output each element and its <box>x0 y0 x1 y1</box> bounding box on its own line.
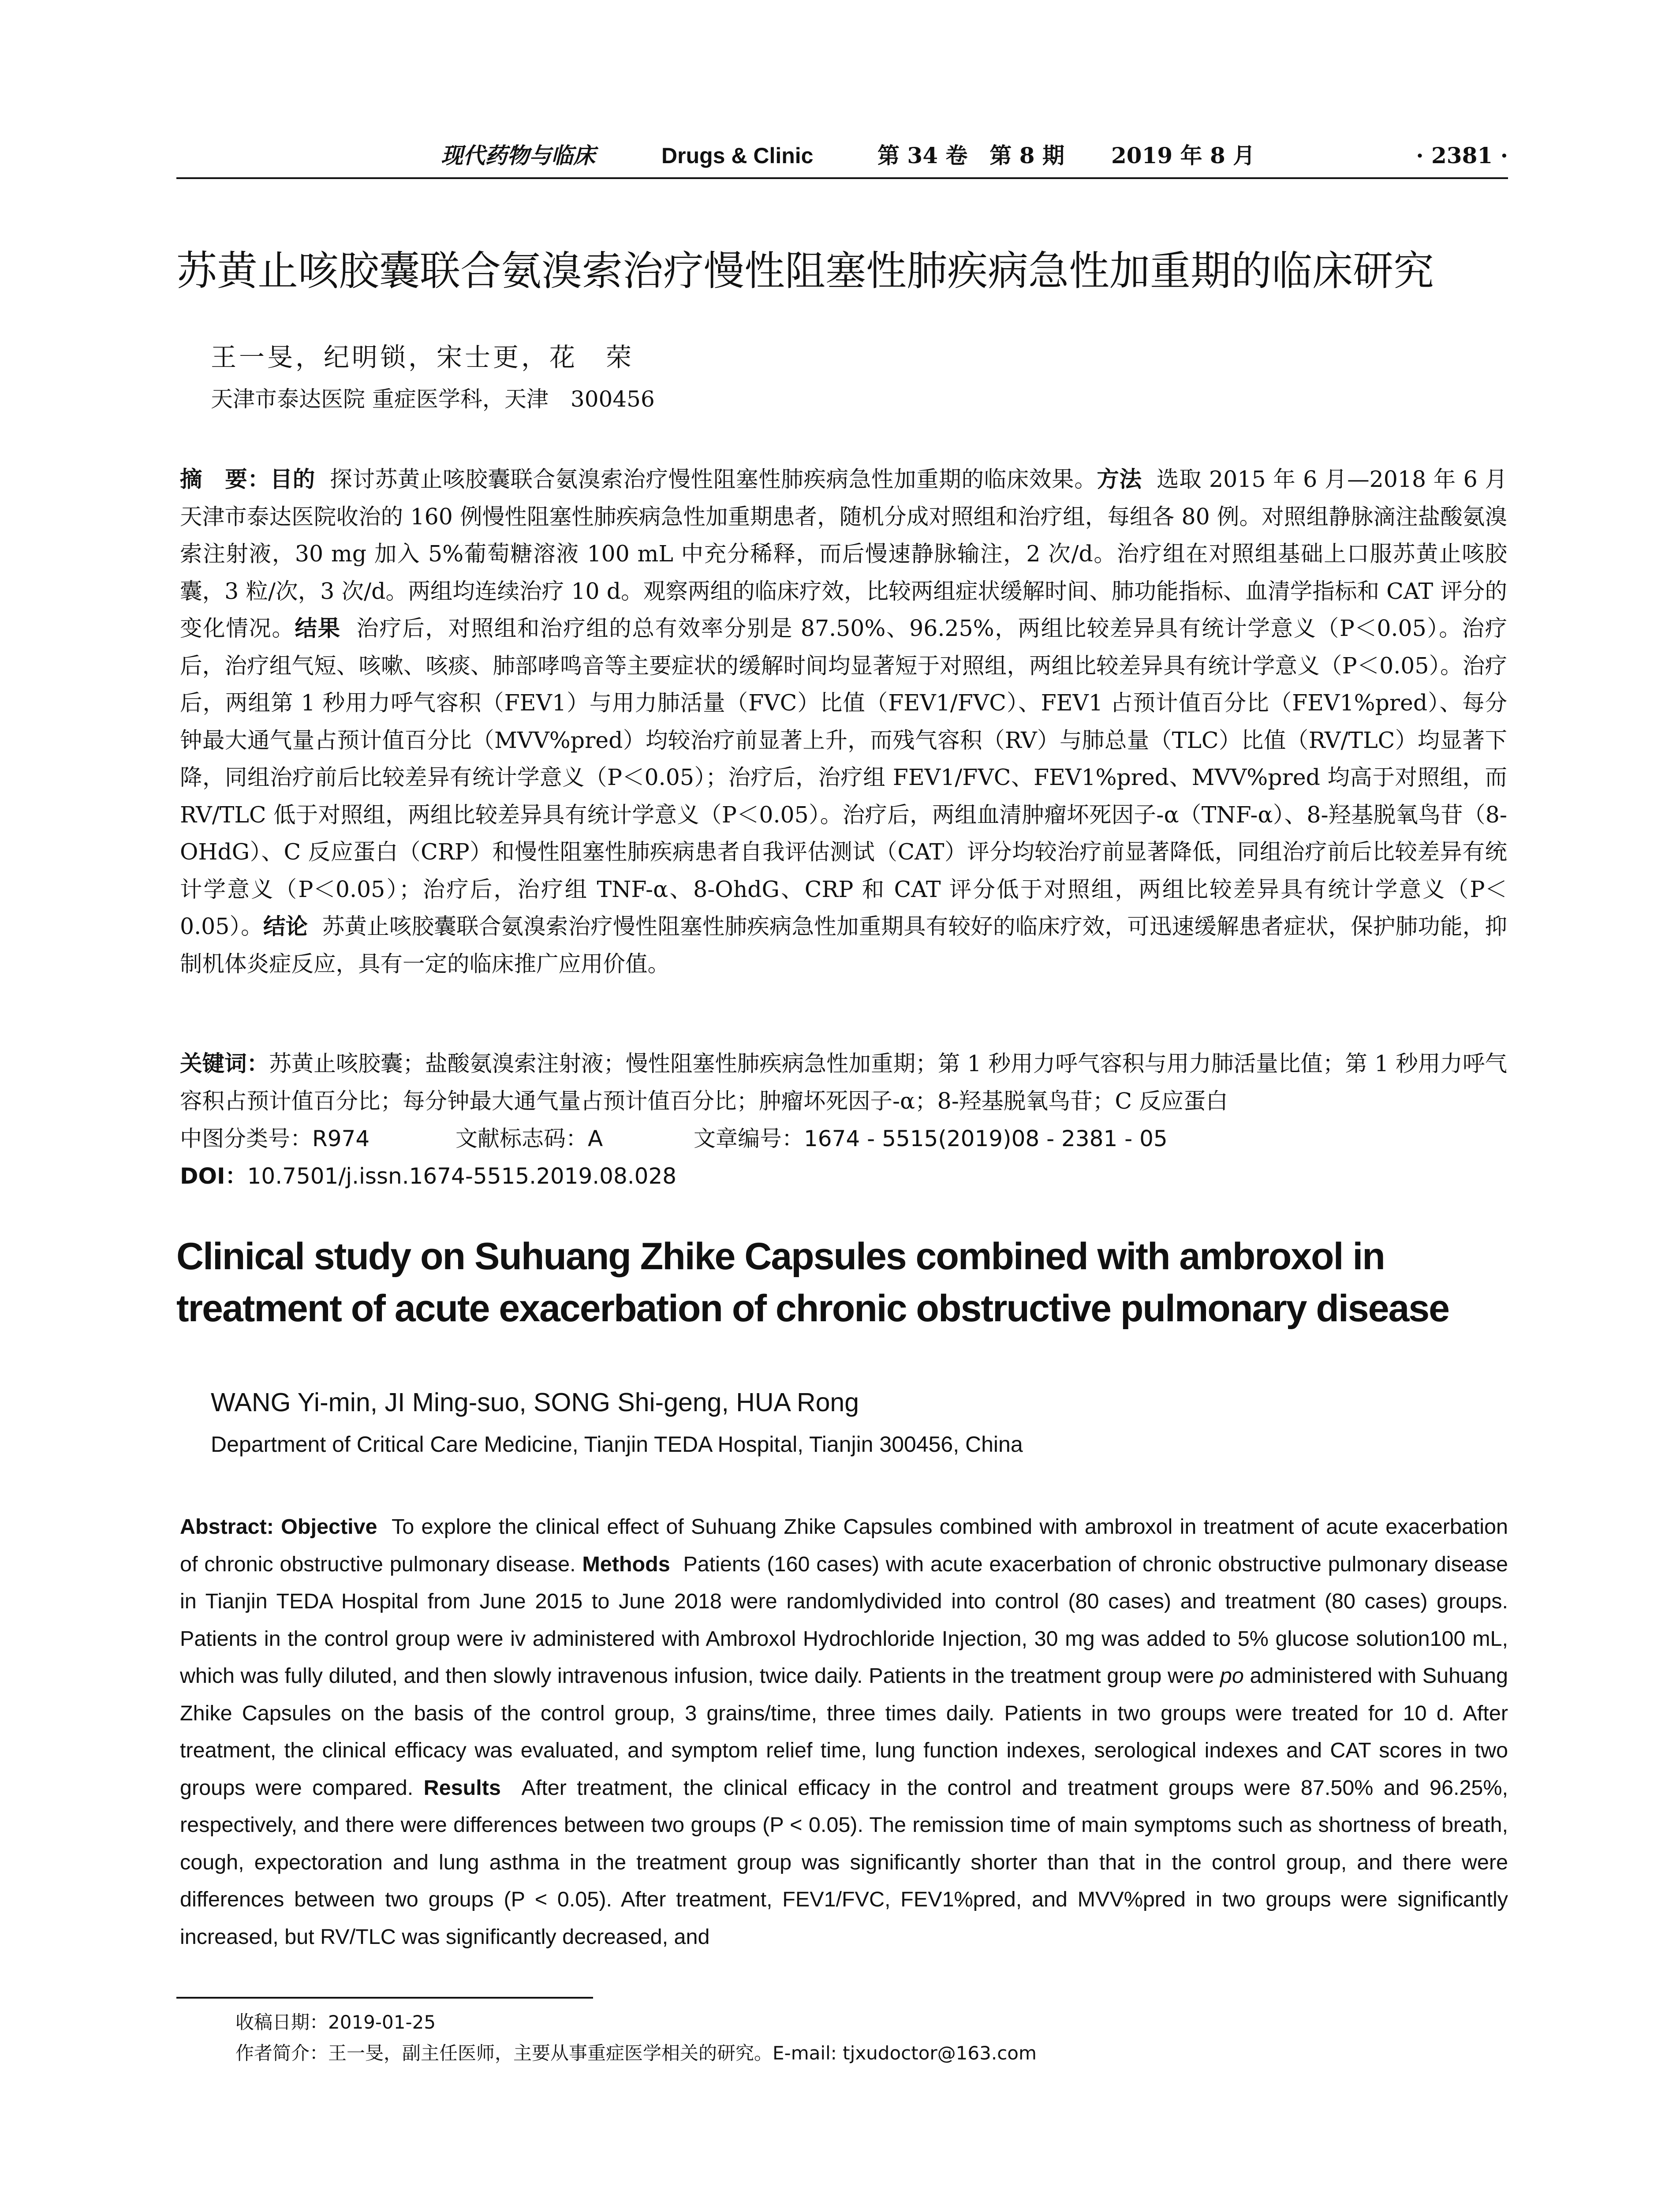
abstract-label-en: Abstract: <box>180 1515 274 1539</box>
methods-label-en: Methods <box>582 1552 670 1576</box>
running-header <box>176 140 1508 171</box>
article-title-cn: 苏黄止咳胶囊联合氨溴索治疗慢性阻塞性肺疾病急性加重期的临床研究 <box>176 247 1434 295</box>
objective-text-en: To explore the clinical effect of Suhuang Zhike Capsules combined with ambroxol in treatment of acute exacerbation of chronic obstructive pulmonary disease. <box>180 1515 1508 1576</box>
results-label-en: Results <box>423 1775 501 1800</box>
journal-name-cn: 现代药物与临床 <box>441 142 595 168</box>
abstract-cn <box>180 461 1507 983</box>
doi-label: DOI： <box>180 1163 247 1189</box>
article-number: 文章编号：1674 - 5515(2019)08 - 2381 - 05 <box>694 1126 1168 1151</box>
results-label-cn: 结果 <box>295 615 341 641</box>
abstract-label-cn: 摘 要： <box>180 466 270 492</box>
received-date: 收稿日期：2019-01-25 <box>235 2011 436 2033</box>
keywords-text-cn: 苏黄止咳胶囊；盐酸氨溴索注射液；慢性阻塞性肺疾病急性加重期；第 1 秒用力呼气容积与用力肺活量比值；第 1 秒用力呼气容积占预计值百分比；每分钟最大通气量占预计值百分比；肿瘤坏死因子-α；8-羟基脱氧鸟苷；C 反应蛋白 <box>180 1050 1507 1114</box>
doi-line <box>180 1158 676 1195</box>
objective-label-en: Objective <box>281 1515 377 1539</box>
volume-issue: 第 34 卷 第 8 期 <box>877 142 1064 168</box>
keywords-cn <box>180 1045 1507 1120</box>
journal-name-en: Drugs & Clinic <box>661 143 814 168</box>
methods-text-en-cont: administered with Suhuang Zhike Capsules on the basis of the control group, 3 grains/time, three times daily. Patients in two groups were treated for 10 d. After treatment, the clinical efficacy was evaluated, and symptom relief time, lung function indexes, serological indexes and CAT scores in two groups were compared. <box>180 1664 1508 1800</box>
affiliation-cn: 天津市泰达医院 重症医学科，天津 300456 <box>211 386 655 412</box>
document-code: 文献标志码：A <box>455 1126 603 1151</box>
methods-label-cn: 方法 <box>1097 466 1142 492</box>
objective-text-cn: 探讨苏黄止咳胶囊联合氨溴索治疗慢性阻塞性肺疾病急性加重期的临床效果。 <box>330 466 1097 492</box>
footnote-rule <box>176 1997 593 1999</box>
methods-po-en: po <box>1220 1664 1244 1688</box>
doi-link[interactable]: 10.7501/j.issn.1674-5515.2019.08.028 <box>247 1163 677 1189</box>
objective-label-cn: 目的 <box>270 466 315 492</box>
authors-en: WANG Yi-min, JI Ming-suo, SONG Shi-geng, HUA Rong <box>211 1388 859 1417</box>
authors-cn: 王一旻，纪明锁，宋士更，花 荣 <box>211 342 635 372</box>
classification-line <box>180 1120 1168 1157</box>
clc-number: 中图分类号：R974 <box>180 1126 370 1151</box>
article-title-en: Clinical study on Suhuang Zhike Capsules combined with ambroxol in treatment of acute exacerbation of chronic obstructive pulmonary disease <box>176 1235 1449 1330</box>
conclusion-label-cn: 结论 <box>263 913 308 939</box>
results-text-en: After treatment, the clinical efficacy in the control and treatment groups were 87.50% and 96.25%, respectively, and there were differences between two groups (P < 0.05). The remission time of main symptoms such as shortness of breath, cough, expectoration and lung asthma in the treatment group was significantly shorter than that in the control group, and there were differences between two groups (P < 0.05). After treatment, FEV1/FVC, FEV1%pred, and MVV%pred in two groups were significantly increased, but RV/TLC was significantly decreased, and <box>180 1775 1508 1949</box>
methods-text-cn: 选取 2015 年 6 月—2018 年 6 月天津市泰达医院收治的 160 例慢性阻塞性肺疾病急性加重期患者，随机分成对照组和治疗组，每组各 80 例。对照组静脉滴注盐酸氨溴索注射液，30 mg 加入 5%葡萄糖溶液 100 mL 中充分稀释，而后慢速静脉输注，2 次/d。治疗组在对照组基础上口服苏黄止咳胶囊，3 粒/次，3 次/d。两组均连续治疗 10 d。观察两组的临床疗效，比较两组症状缓解时间、肺功能指标、血清学指标和 CAT 评分的变化情况。 <box>180 466 1507 641</box>
keywords-label-cn: 关键词： <box>180 1050 269 1076</box>
header-rule <box>176 177 1508 179</box>
conclusion-text-cn: 苏黄止咳胶囊联合氨溴索治疗慢性阻塞性肺疾病急性加重期具有较好的临床疗效，可迅速缓解患者症状，保护肺功能，抑制机体炎症反应，具有一定的临床推广应用价值。 <box>180 913 1508 977</box>
abstract-en <box>180 1508 1508 1955</box>
methods-text-en: Patients (160 cases) with acute exacerbation of chronic obstructive pulmonary disease in Tianjin TEDA Hospital from June 2015 to June 2018 were randomlydivided into control (80 cases) and treatment (80 cases) groups. Patients in the control group were iv administered with Ambroxol Hydrochloride Injection, 30 mg was added to 5% glucose solution100 mL, which was fully diluted, and then slowly intravenous infusion, twice daily. Patients in the treatment group were <box>180 1552 1508 1688</box>
issue-date: 2019 年 8 月 <box>1111 142 1255 168</box>
author-bio: 作者简介：王一旻，副主任医师，主要从事重症医学相关的研究。E-mail: tjxudoctor@163.com <box>235 2042 1037 2064</box>
page-number: · 2381 · <box>1416 142 1508 168</box>
results-text-cn: 治疗后，对照组和治疗组的总有效率分别是 87.50%、96.25%，两组比较差异具有统计学意义（P＜0.05）。治疗后，治疗组气短、咳嗽、咳痰、肺部哮鸣音等主要症状的缓解时间均显著短于对照组，两组比较差异具有统计学意义（P＜0.05）。治疗后，两组第 1 秒用力呼气容积（FEV1）与用力肺活量（FVC）比值（FEV1/FVC）、FEV1 占预计值百分比（FEV1%pred）、每分钟最大通气量占预计值百分比（MVV%pred）均较治疗前显著上升，而残气容积（RV）与肺总量（TLC）比值（RV/TLC）均显著下降，同组治疗前后比较差异有统计学意义（P＜0.05）；治疗后，治疗组 FEV1/FVC、FEV1%pred、MVV%pred 均高于对照组，而 RV/TLC 低于对照组，两组比较差异具有统计学意义（P＜0.05）。治疗后，两组血清肿瘤坏死因子-α（TNF-α）、8-羟基脱氧鸟苷（8-OHdG）、C 反应蛋白（CRP）和慢性阻塞性肺疾病患者自我评估测试（CAT）评分均较治疗前显著降低，同组治疗前后比较差异有统计学意义（P＜0.05）；治疗后，治疗组 TNF-α、8-OhdG、CRP 和 CAT 评分低于对照组，两组比较差异具有统计学意义（P＜0.05）。 <box>180 615 1507 939</box>
affiliation-en: Department of Critical Care Medicine, Tianjin TEDA Hospital, Tianjin 300456, China <box>211 1432 1023 1457</box>
